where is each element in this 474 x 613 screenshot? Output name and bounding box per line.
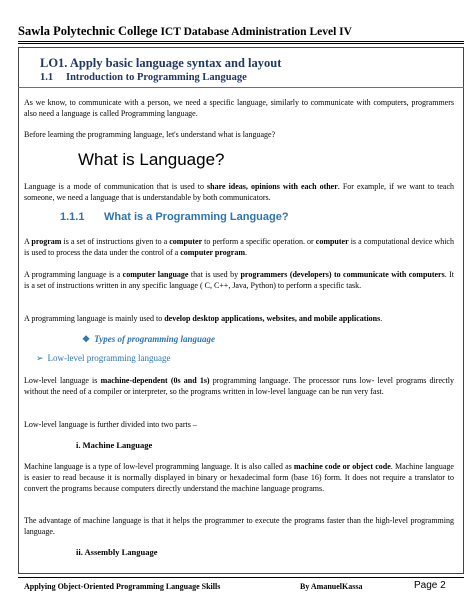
text-run: A programming language is mainly used to <box>24 314 165 323</box>
footer-course-title: Applying Object-Oriented Programming Language Skills <box>24 582 221 591</box>
low-level-heading <box>36 353 171 364</box>
section-1-1-1-number: 1.1.1 <box>60 211 85 223</box>
text-run: A <box>24 237 32 246</box>
paragraph-advantage: The advantage of machine language is that it helps the programmer to execute the programs faster than the high-level programming language. <box>24 516 454 536</box>
bold-run: develop desktop applications, websites, and mobile applications <box>164 314 381 323</box>
paragraph-divided: Low-level language is further divided into two parts – <box>24 420 197 429</box>
text-run: A programming language is a <box>24 270 123 279</box>
low-level-heading-text: Low-level programming language <box>47 353 171 363</box>
bold-run: computer language <box>122 270 189 279</box>
text-run: . Machine language is easier to read because it is normally displayed in binary or hexadecimal form (base 16) form. It does not require a translator to convert the programs because computers directly understand the machine language programs. <box>24 462 454 493</box>
text-run: is a set of instructions given to a <box>61 237 170 246</box>
lo1-heading <box>40 56 281 71</box>
text-run: . It is a set of instructions written in any specific language ( C, C++, Java, Python) to perform a specific task. <box>24 270 455 290</box>
bold-run: share ideas, opinions with each other <box>207 182 338 191</box>
course-name: ICT Database Administration Level IV <box>160 26 352 38</box>
lo1-title: Apply basic language syntax and layout <box>69 56 282 70</box>
text-run: programming language. The processor runs low- level programs directly without the need of a compiler or interpreter, so the programs written in low-level language can be run very fast. <box>24 376 454 396</box>
text-run: Machine language is a type of low-level programming language. It is also called as <box>24 462 294 471</box>
text-run: . <box>380 314 383 323</box>
paragraph-low-level <box>24 375 454 397</box>
arrow-bullet-icon: ➢ <box>36 353 44 363</box>
types-heading <box>82 334 215 345</box>
bold-run: computer <box>169 237 203 246</box>
section-1-1-1-title: What is a Programming Language? <box>104 211 289 223</box>
paragraph-mainly-used <box>24 313 454 324</box>
page-number: Page 2 <box>414 580 446 591</box>
text-run: Low-level language is <box>24 376 101 385</box>
section-1-1-1-heading <box>60 211 289 223</box>
machine-language-subheading: i. Machine Language <box>76 440 153 450</box>
text-run: . For example, if we want to teach someone, we need a language that is understandable by both communicators. <box>24 182 455 202</box>
paragraph-before: Before learning the programming language, let's understand what is language? <box>24 130 276 139</box>
college-name: Sawla Polytechnic College <box>18 24 158 38</box>
section-1-1-title: Introduction to Programming Language <box>66 72 247 83</box>
paragraph-language <box>24 181 454 203</box>
types-heading-text: Types of programming language <box>94 334 215 344</box>
paragraph-machine-language <box>24 461 454 494</box>
bold-run: machine code or object code <box>293 462 391 471</box>
paragraph-programming-language <box>24 269 454 291</box>
paragraph-intro: As we know, to communicate with a person, we need a specific language, similarly to communicate with computers, programmers also need a language is called Programming language. <box>24 98 454 118</box>
bold-run: program <box>31 237 62 246</box>
text-run: . <box>245 248 247 257</box>
what-is-language-heading: What is Language? <box>78 150 225 169</box>
text-run: that is used by <box>188 270 241 279</box>
text-run: is a computational device which is used to process the data under the control of a <box>24 237 454 257</box>
diamond-bullet-icon: ❖ <box>82 334 91 344</box>
bold-run: computer <box>315 237 349 246</box>
bold-run: programmers (developers) to communicate with computers <box>240 270 445 279</box>
page-header <box>18 24 464 39</box>
footer-author: By AmanuelKassa <box>300 582 363 591</box>
footer-rule <box>18 577 464 578</box>
paragraph-program <box>24 236 454 258</box>
assembly-language-subheading: ii. Assembly Language <box>76 547 158 557</box>
section-1-1-number: 1.1 <box>40 72 54 83</box>
text-run: to perform a specific operation. or <box>202 237 316 246</box>
section-1-1-heading <box>40 72 247 83</box>
lo1-code: LO1. <box>40 56 68 70</box>
bold-run: machine-dependent (0s and 1s) <box>100 376 210 385</box>
bold-run: computer program <box>180 248 245 257</box>
text-run: Language is a mode of communication that is used to <box>24 182 208 191</box>
header-rule-top <box>18 41 464 42</box>
section-rule <box>18 87 464 88</box>
page-border <box>18 47 464 574</box>
header-rule-bottom <box>18 43 464 44</box>
